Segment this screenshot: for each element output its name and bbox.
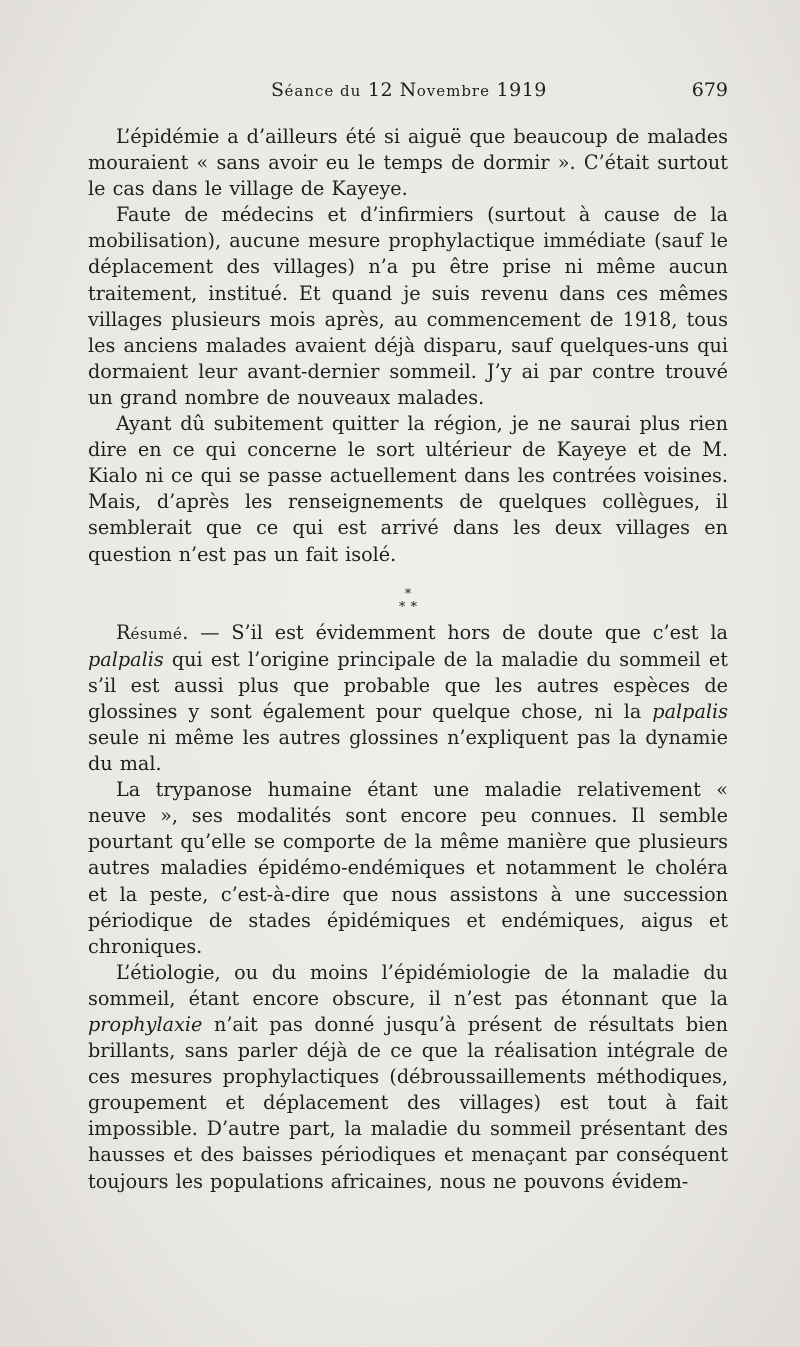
resume-label-smallcaps: ésumé (130, 624, 183, 643)
running-head-month-smallcaps: ovembre (416, 82, 490, 100)
resume-text-b: qui est l’origine principale de la maladie du sommeil et s’il est aussi plus que probable que les autres espèces de glossines y sont également pour quelque chose, ni la (88, 647, 728, 723)
separator-star-top: * (404, 586, 412, 602)
resume-italic-palpalis-2: palpalis (652, 699, 728, 723)
resume-text-a: . — S’il est évidemment hors de doute que c’est la (182, 620, 728, 644)
paragraph-5: La trypanose humaine étant une maladie relativement « neuve », ses modalités sont encore peu connues. Il semble pourtant qu’elle se comporte de la même manière que plusieurs autres maladies épidémo-endémiques et notamment le choléra et la peste, c’est-à-dire que nous assistons à une succession périodique de stades épidémiques et endémiques, aigus et chroniques. (88, 778, 728, 958)
paragraph-3: Ayant dû subitement quitter la région, je ne saurai plus rien dire en ce qui concerne le sort ultérieur de Kayeye et de M. Kialo ni ce qui se passe actuellement dans les contrées voisines. Mais, d’après les renseignements de quelques collègues, il semblerait que ce qui est arrivé dans les deux villages en question n’est pas un fait isolé. (88, 412, 728, 566)
page-number: 679 (691, 79, 728, 101)
paragraph-6 (88, 960, 728, 1195)
paragraph-2: Faute de médecins et d’infirmiers (surtout à cause de la mobilisation), aucune mesure prophylactique immédiate (sauf le déplacement des villages) n’a pu être prise ni même aucun traitement, institué. Et quand je suis revenu dans ces mêmes villages plusieurs mois après, au commencement de 1918, tous les anciens malades avaient déjà disparu, sauf quelques-uns qui dormaient leur avant-dernier sommeil. J’y ai par contre trouvé un grand nombre de nouveaux malades. (88, 203, 728, 409)
running-head-year: 1919 (489, 79, 547, 101)
resume-italic-palpalis-1: palpalis (88, 647, 164, 671)
running-head-day: 12 (361, 79, 400, 101)
running-head (271, 79, 547, 101)
running-head-month-initial: N (399, 79, 417, 101)
paragraph-resume (88, 620, 728, 778)
paragraph-1: L’épidémie a d’ailleurs été si aiguë que beaucoup de malades mouraient « sans avoir eu le temps de dormir ». C’était surtout le cas dans le village de Kayeye. (88, 125, 728, 201)
running-head-initial: S (271, 79, 285, 101)
separator-stars-bottom: * * (398, 599, 418, 615)
paragraph-6-text-a: L’étiologie, ou du moins l’épidémiologie de la maladie du sommeil, étant encore obscure, il n’est pas étonnant que la (88, 960, 728, 1010)
paragraph-6-text-b: n’ait pas donné jusqu’à présent de résultats bien brillants, sans parler déjà de ce que la réalisation intégrale de ces mesures prophylactiques (débroussaillements méthodiques, groupement et déplacement des villages) est tout à fait impossible. D’autre part, la maladie du sommeil présentant des hausses et des baisses périodiques et menaçant par conséquent toujours les populations africaines, nous ne pouvons évidem- (88, 1013, 728, 1193)
paragraph-6-italic-prophylaxie: prophylaxie (88, 1013, 203, 1036)
resume-label-initial: R (116, 620, 131, 644)
body-text (88, 124, 728, 1195)
page-header (88, 79, 728, 105)
running-head-smallcaps: éance du (284, 82, 362, 100)
section-separator (88, 568, 728, 620)
resume-text-c: seule ni même les autres glossines n’expliquent pas la dynamie du mal. (88, 725, 728, 776)
